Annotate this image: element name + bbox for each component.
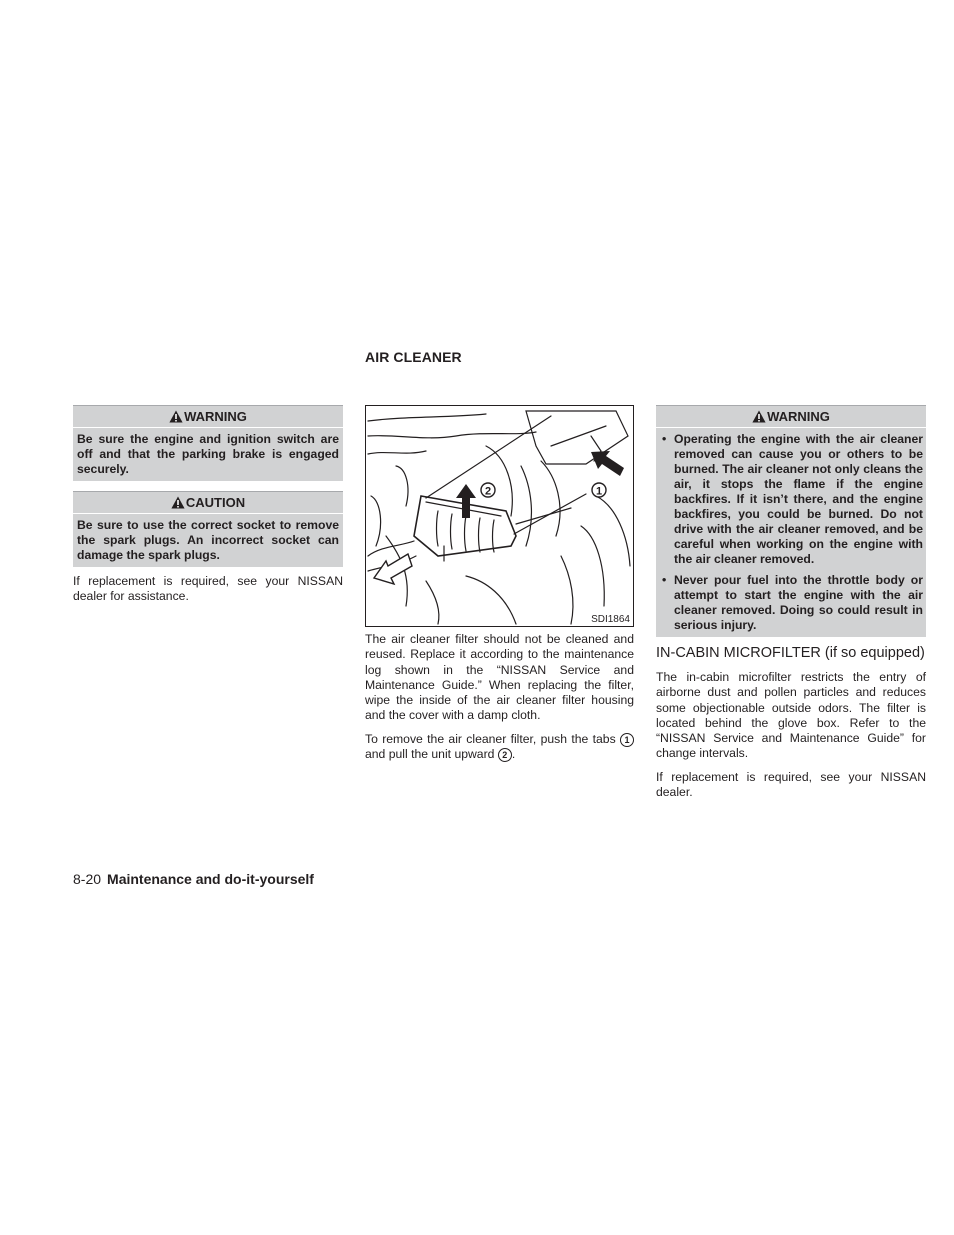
page-footer bbox=[73, 871, 314, 887]
callout-2 bbox=[481, 483, 495, 498]
caution-triangle-icon bbox=[171, 494, 185, 515]
removal-text-3: . bbox=[511, 747, 516, 762]
microfilter-replacement-paragraph: If replacement is required, see your NISSAN dealer. bbox=[656, 769, 926, 800]
ref-2-badge: 2 bbox=[498, 748, 512, 762]
filter-paragraph: The air cleaner filter should not be cleaned and reused. Replace it according to the maintenance log shown in the “NISSAN Service and Maintenance Guide.” When replacing the filter, wipe the inside of the air cleaner filter housing and the cover with a damp cloth. bbox=[365, 632, 634, 723]
warning-bullet bbox=[660, 573, 923, 633]
right-warning-label: WARNING bbox=[767, 409, 830, 424]
callout-1 bbox=[592, 483, 606, 498]
right-warning-triangle-icon bbox=[752, 408, 766, 429]
callout-2-label: 2 bbox=[484, 485, 492, 498]
caution-box bbox=[73, 491, 343, 567]
air-cleaner-figure bbox=[365, 405, 634, 627]
warning-bullet-text: Never pour fuel into the throttle body or attempt to start the engine with the air cleaner removed. Doing so could result in serious injury. bbox=[674, 573, 923, 632]
caution-label: CAUTION bbox=[185, 495, 246, 510]
removal-text-1: To remove the air cleaner filter, push the tabs bbox=[365, 731, 616, 746]
warning-bullet-list bbox=[660, 432, 923, 633]
microfilter-subheading bbox=[656, 644, 926, 663]
figure-code: SDI1864 bbox=[591, 614, 630, 625]
bullet-dot-icon: • bbox=[662, 432, 667, 446]
right-warning-header bbox=[656, 405, 926, 427]
middle-column bbox=[365, 632, 634, 762]
chapter-title: Maintenance and do-it-yourself bbox=[107, 871, 314, 887]
caution-text: Be sure to use the correct socket to remove the spark plugs. An incorrect socket can damage the spark plugs. bbox=[73, 513, 343, 567]
warning-bullet bbox=[660, 432, 923, 567]
removal-text-2: and pull the unit upward bbox=[365, 747, 495, 762]
removal-paragraph bbox=[365, 732, 634, 763]
warning-triangle-icon bbox=[169, 408, 183, 429]
section-title: AIR CLEANER bbox=[365, 349, 462, 365]
warning-box bbox=[73, 405, 343, 481]
warning-header bbox=[73, 405, 343, 427]
microfilter-paragraph: The in-cabin microfilter restricts the entry of airborne dust and pollen particles and reduces some objectionable outside odors. The filter is located behind the glove box. Refer to the “NISSAN Service and Maintenance Guide” for change intervals. bbox=[656, 670, 926, 761]
replacement-paragraph: If replacement is required, see your NISSAN dealer for assistance. bbox=[73, 574, 343, 604]
warning-bullet-text: Operating the engine with the air cleaner removed can cause you or others to be burned. The air cleaner not only cleans the air, it stops the flame if the engine backfires. If it isn’t there, and the engine backfires, you could be burned. Do not drive with the air cleaner removed, and be careful when working on the engine with the air cleaner removed. bbox=[674, 432, 923, 566]
warning-text: Be sure the engine and ignition switch are off and that the parking brake is engaged securely. bbox=[73, 427, 343, 481]
caution-header bbox=[73, 491, 343, 513]
push-arrow-icon bbox=[591, 451, 624, 476]
bullet-dot-icon: • bbox=[662, 573, 667, 587]
air-cleaner-illustration bbox=[366, 406, 633, 626]
up-arrow-icon bbox=[456, 484, 476, 518]
microfilter-note: (if so equipped) bbox=[824, 645, 925, 661]
ref-1-badge: 1 bbox=[620, 733, 634, 747]
right-warning-body bbox=[656, 427, 926, 637]
right-warning-box bbox=[656, 405, 926, 637]
microfilter-title: IN-CABIN MICROFILTER bbox=[656, 645, 821, 661]
left-column bbox=[73, 405, 343, 605]
right-column bbox=[656, 405, 926, 800]
callout-1-label: 1 bbox=[595, 485, 603, 498]
warning-label: WARNING bbox=[184, 409, 247, 424]
page-number: 8-20 bbox=[73, 871, 102, 887]
